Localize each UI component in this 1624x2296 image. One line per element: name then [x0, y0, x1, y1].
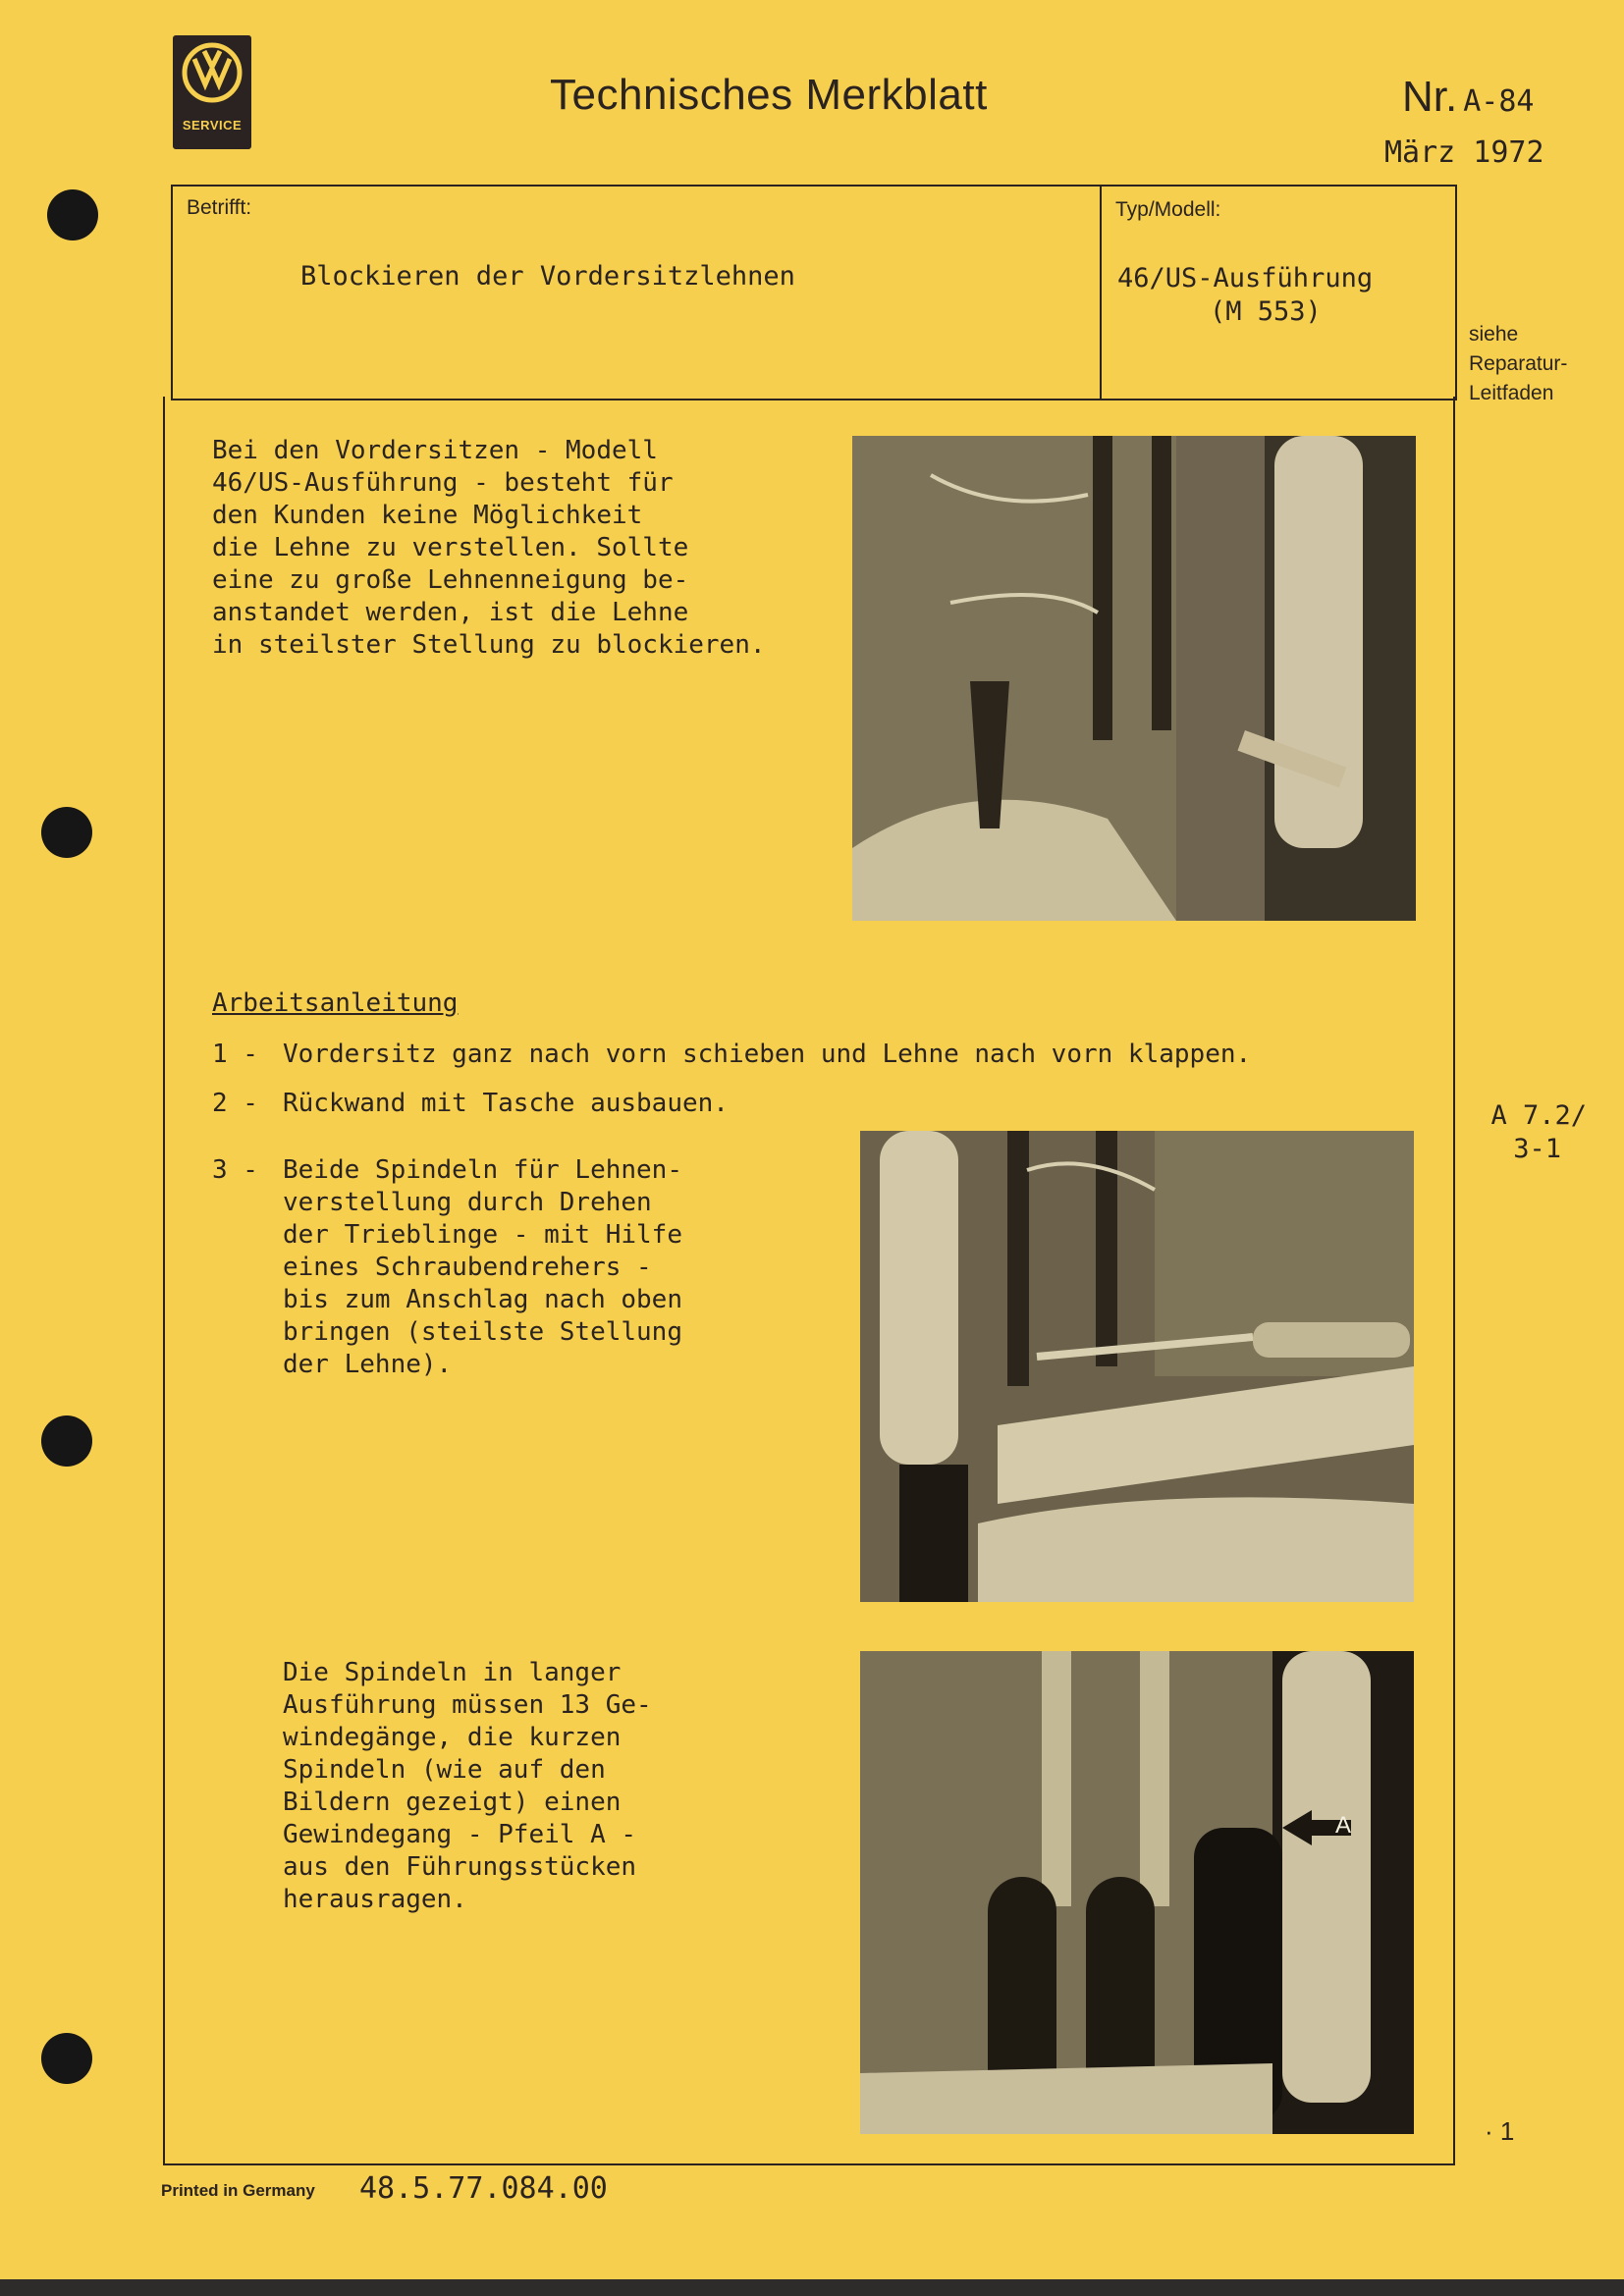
vw-emblem-icon — [181, 41, 244, 104]
betrifft-label: Betrifft: — [187, 196, 252, 219]
step-3-text: Beide Spindeln für Lehnen- verstellung durch Drehen der Trieblinge - mit Hilfe eines Schraubendrehers - bis zum Anschlag nach oben bringen (steilste Stellung der Lehne). — [283, 1155, 682, 1379]
section-reference-line1: A 7.2/ — [1490, 1100, 1587, 1131]
punch-hole-3 — [41, 1415, 92, 1467]
punch-hole-4 — [41, 2033, 92, 2084]
photo-seat-mechanism-1 — [852, 436, 1416, 921]
logo-service-text: SERVICE — [182, 118, 243, 133]
side-reference-line2: Reparatur- — [1469, 352, 1568, 375]
printed-in-germany: Printed in Germany — [161, 2181, 315, 2200]
step-2-text: Rückwand mit Tasche ausbauen. — [283, 1089, 729, 1118]
scan-edge — [0, 2279, 1624, 2296]
step-3-number: 3 - — [212, 1155, 258, 1185]
side-reference-line1: siehe — [1469, 323, 1519, 346]
photo-spindle-detail — [860, 1651, 1414, 2134]
intro-text: Bei den Vordersitzen - Modell 46/US-Ausführung - besteht für den Kunden keine Möglichkeit die Lehne zu verstellen. Sollte eine zu große Lehnenneigung be- anstandet werden, ist die Lehne in steilster Stellung zu blockieren. — [212, 436, 766, 660]
subject-value: Blockieren der Vordersitzlehnen — [300, 261, 795, 292]
section-reference-line2: 3-1 — [1513, 1134, 1561, 1164]
typ-value-line1: 46/US-Ausführung — [1117, 263, 1374, 294]
vw-service-logo — [173, 35, 251, 149]
instructions-heading: Arbeitsanleitung — [212, 988, 459, 1018]
document-title: Technisches Merkblatt — [550, 71, 988, 119]
document-number — [1402, 73, 1534, 122]
nr-label: Nr. — [1402, 73, 1458, 121]
photo-seat-mechanism-2 — [860, 1131, 1414, 1602]
subject-divider — [1100, 185, 1102, 399]
page-number: · 1 — [1485, 2116, 1515, 2146]
side-reference-line3: Leitfaden — [1469, 382, 1554, 404]
note-text: Die Spindeln in langer Ausführung müssen 13 Ge- windegänge, die kurzen Spindeln (wie auf den Bildern gezeigt) einen Gewindegang - Pfeil A - aus den Führungsstücken herausragen. — [283, 1658, 652, 1914]
step-2-number: 2 - — [212, 1089, 258, 1118]
punch-hole-1 — [47, 189, 98, 240]
typ-label: Typ/Modell: — [1115, 198, 1221, 221]
section-reference — [1477, 1099, 1587, 1166]
typ-value-line2: (M 553) — [1210, 296, 1322, 327]
step-1-text: Vordersitz ganz nach vorn schieben und Lehne nach vorn klappen. — [283, 1040, 1252, 1069]
punch-hole-2 — [41, 807, 92, 858]
page-number-value: 1 — [1499, 2116, 1515, 2146]
side-reference — [1469, 320, 1567, 408]
document-date: März 1972 — [1384, 135, 1544, 170]
part-number: 48.5.77.084.00 — [359, 2171, 608, 2206]
photo-arrow-label: A — [1335, 1812, 1352, 1839]
nr-value: A-84 — [1463, 84, 1535, 119]
step-1-number: 1 - — [212, 1040, 258, 1069]
